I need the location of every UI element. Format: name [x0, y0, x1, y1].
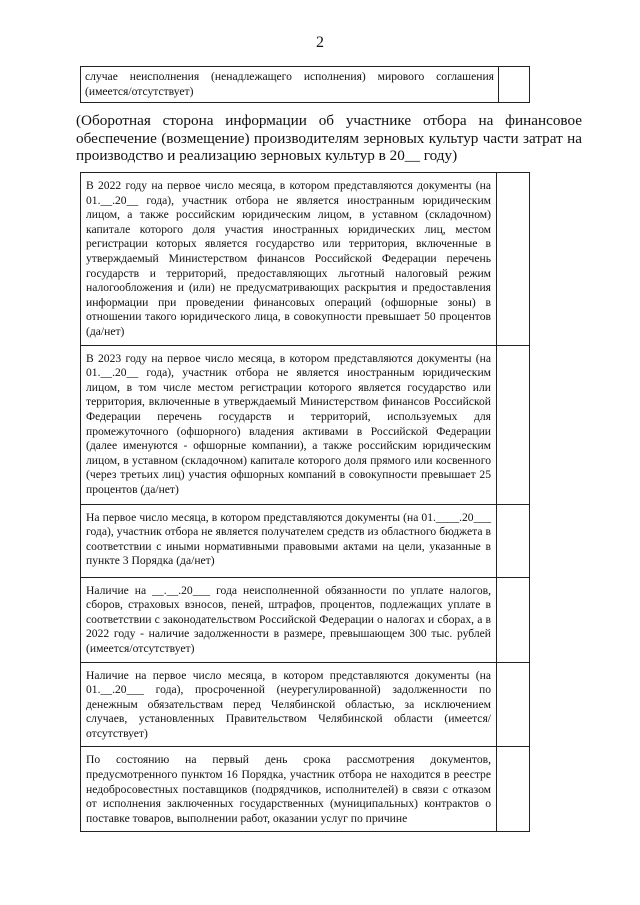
- page-bottom-margin: [0, 850, 640, 905]
- criterion-text: случае неисполнения (ненадлежащего исполнения) мирового соглашения (имеется/отсутствует): [81, 67, 499, 103]
- table-row: [81, 173, 530, 346]
- criterion-text: По состоянию на первый день срока рассмотрения документов, предусмотренного пунктом 16 Порядка, участник отбора не находится в реестре недобросовестных поставщиков (подрядчиков, исполнителей) в связи с отказом от исполнения заключенных государственных (муниципальных) контрактов о поставке товаров, выполнении работ, оказании услуг по причине: [81, 747, 497, 832]
- table-row: [81, 67, 530, 103]
- criterion-text: Наличие на __.__.20___ года неисполненной обязанности по уплате налогов, сборов, страховых взносов, пеней, штрафов, процентов, подлежащих уплате в соответствии с законодательством Российской Федерации о налогах и сборах, а в 2022 году - наличие задолженности в размере, превышающем 300 тыс. рублей (имеется/отсутствует): [81, 577, 497, 662]
- page-number: 2: [316, 34, 324, 51]
- answer-cell[interactable]: [497, 577, 530, 662]
- answer-cell[interactable]: [497, 173, 530, 346]
- criteria-table: [80, 172, 530, 832]
- answer-cell[interactable]: [499, 67, 530, 103]
- criterion-text: В 2023 году на первое число месяца, в котором представляются документы (на 01.__.20__ года), участник отбора не является иностранным юридическим лицом, в том числе местом регистрации которого является государство или территория, включенные в утверждаемый Министерством финансов Российской Федерации перечень государств и территорий, используемых для промежуточного (офшорного) владения активами в Российской Федерации (далее именуются - офшорные компании), а также российским юридическим лицом, в уставном (складочном) капитале которого доля прямого или косвенного (через третьих лиц) участия офшорных компаний в совокупности превышает 25 процентов (да/нет): [81, 345, 497, 504]
- answer-cell[interactable]: [497, 662, 530, 747]
- table-row: [81, 345, 530, 504]
- answer-cell[interactable]: [497, 345, 530, 504]
- criterion-text: На первое число месяца, в котором представляются документы (на 01.____.20___ года), участник отбора не является получателем средств из областного бюджета в соответствии с иными нормативными правовыми актами на цели, указанные в пункте 3 Порядка (да/нет): [81, 504, 497, 577]
- criterion-text: Наличие на первое число месяца, в котором представляются документы (на 01.__.20___ года), просроченной (неурегулированной) задолженности по денежным обязательствам перед Челябинской областью, за исключением случаев, установленных Правительством Челябинской области (имеется/отсутствует): [81, 662, 497, 747]
- answer-cell[interactable]: [497, 504, 530, 577]
- table-row: [81, 504, 530, 577]
- continuation-table: [80, 66, 530, 103]
- table-row: [81, 747, 530, 832]
- answer-cell[interactable]: [497, 747, 530, 832]
- table-row: [81, 577, 530, 662]
- criterion-text: В 2022 году на первое число месяца, в котором представляются документы (на 01.__.20__ года), участник отбора не является иностранным юридическим лицом, а также российским юридическим лицом, в уставном (складочном) капитале которого доля участия иностранных юридических лиц, местом регистрации которых является государство или территория, включенные в утверждаемый Министерством финансов Российской Федерации перечень государств и территорий, предоставляющих льготный налоговый режим налогообложения и (или) не предусматривающих раскрытия и предоставления информации при проведении финансовых операций (офшорные зоны) в отношении такого юридического лица, в совокупности превышает 50 процентов (да/нет): [81, 173, 497, 346]
- table-row: [81, 662, 530, 747]
- section-heading: (Оборотная сторона информации об участнике отбора на финансовое обеспечение (возмещение) производителям зерновых культур части затрат на производство и реализацию зерновых культур в 20__ году): [76, 112, 582, 165]
